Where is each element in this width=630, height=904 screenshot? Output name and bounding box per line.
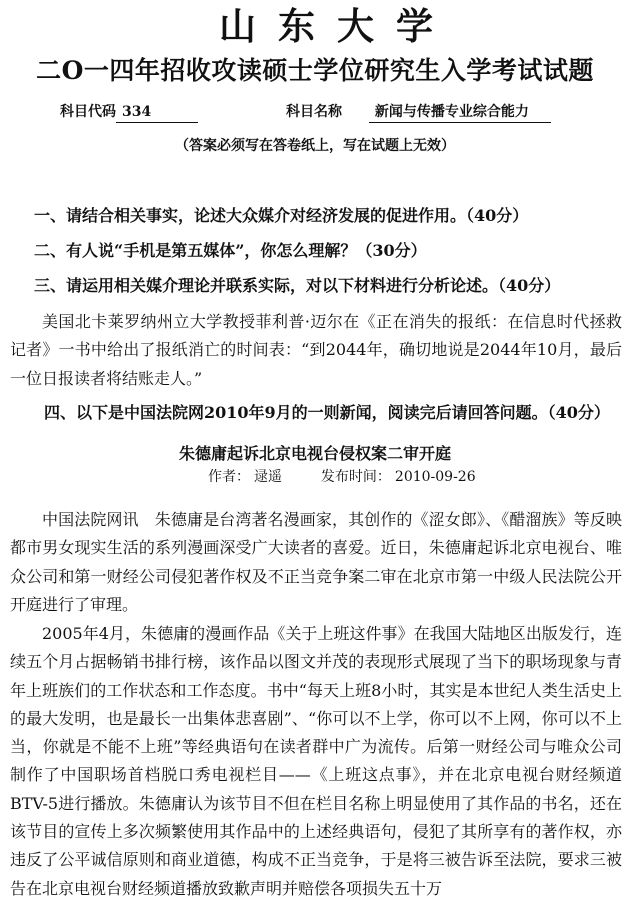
news-paragraph-2: 2005年4月，朱德庸的漫画作品《关于上班这件事》在我国大陆地区出版发行，连续五个月占据畅销书排行榜，该作品以图文并茂的表现形式展现了当下的职场现象与青年上班族们的工作状态和工作态度。书中“每天上班8小时，其实是本世纪人类生活史上的最大发明，也是最长一出集体悲喜剧”、“你可以不上学，你可以不上网，你可以不上当，你就是不能不上班”等经典语句在读者群中广为流传。后第一财经公司与唯众公司制作了中国职场首档脱口秀电视栏目——《上班这点事》，并在北京电视台财经频道BTV-5进行播放。朱德庸认为该节目不但在栏目名称上明显使用了其作品的书名，还在该节目的宣传上多次频繁使用其作品中的上述经典语句，侵犯了其所享有的著作权，亦违反了公平诚信原则和商业道德，构成不正当竞争，于是将三被告诉至法院，要求三被告在北京电视台财经频道播放致歉声明并赔偿各项损失五十万	[10, 624, 622, 898]
subject-name-value: 新闻与传播专业综合能力	[369, 102, 551, 123]
question-3-material: 美国北卡莱罗纳州立大学教授菲利普·迈尔在《正在消失的报纸：在信息时代拯救记者》一书中给出了报纸消亡的时间表：“到2044年，确切地说是2044年10月，最后一位日报读者将结账走人。”	[10, 312, 622, 388]
university-name: 山东大学	[219, 4, 455, 48]
question-1: 一、请结合相关事实，论述大众媒介对经济发展的促进作用。（40分）	[34, 206, 529, 225]
subject-code-label: 科目代码	[60, 104, 116, 120]
question-4: 四、以下是中国法院网2010年9月的一则新闻，阅读完后请回答问题。（40分）	[44, 403, 610, 422]
subject-name	[286, 102, 551, 123]
news-byline	[208, 467, 480, 487]
author-name: 逯遥	[254, 469, 282, 485]
publish-date: 2010-09-26	[394, 469, 476, 485]
news-title: 朱德庸起诉北京电视台侵权案二审开庭	[178, 444, 451, 463]
date-label: 发布时间：	[320, 469, 391, 485]
question-3: 三、请运用相关媒介理论并联系实际，对以下材料进行分析论述。（40分）	[34, 276, 561, 295]
news-paragraph-1: 中国法院网讯 朱德庸是台湾著名漫画家，其创作的《涩女郎》、《醋溜族》等反映都市男女现实生活的系列漫画深受广大读者的喜爱。近日，朱德庸起诉北京电视台、唯众公司和第一财经公司侵犯著作权及不正当竞争案二审在北京市第一中级人民法院公开开庭进行了审理。	[10, 510, 622, 614]
exam-title: 二O一四年招收攻读硕士学位研究生入学考试试题	[36, 56, 594, 85]
answer-notice: （答案必须写在答卷纸上，写在试题上无效）	[175, 138, 455, 154]
subject-code	[60, 102, 198, 123]
question-2: 二、有人说“手机是第五媒体”，你怎么理解？（30分）	[34, 241, 427, 260]
author-label: 作者：	[208, 469, 250, 485]
subject-code-value: 334	[116, 102, 198, 123]
subject-name-label: 科目名称	[286, 104, 342, 120]
